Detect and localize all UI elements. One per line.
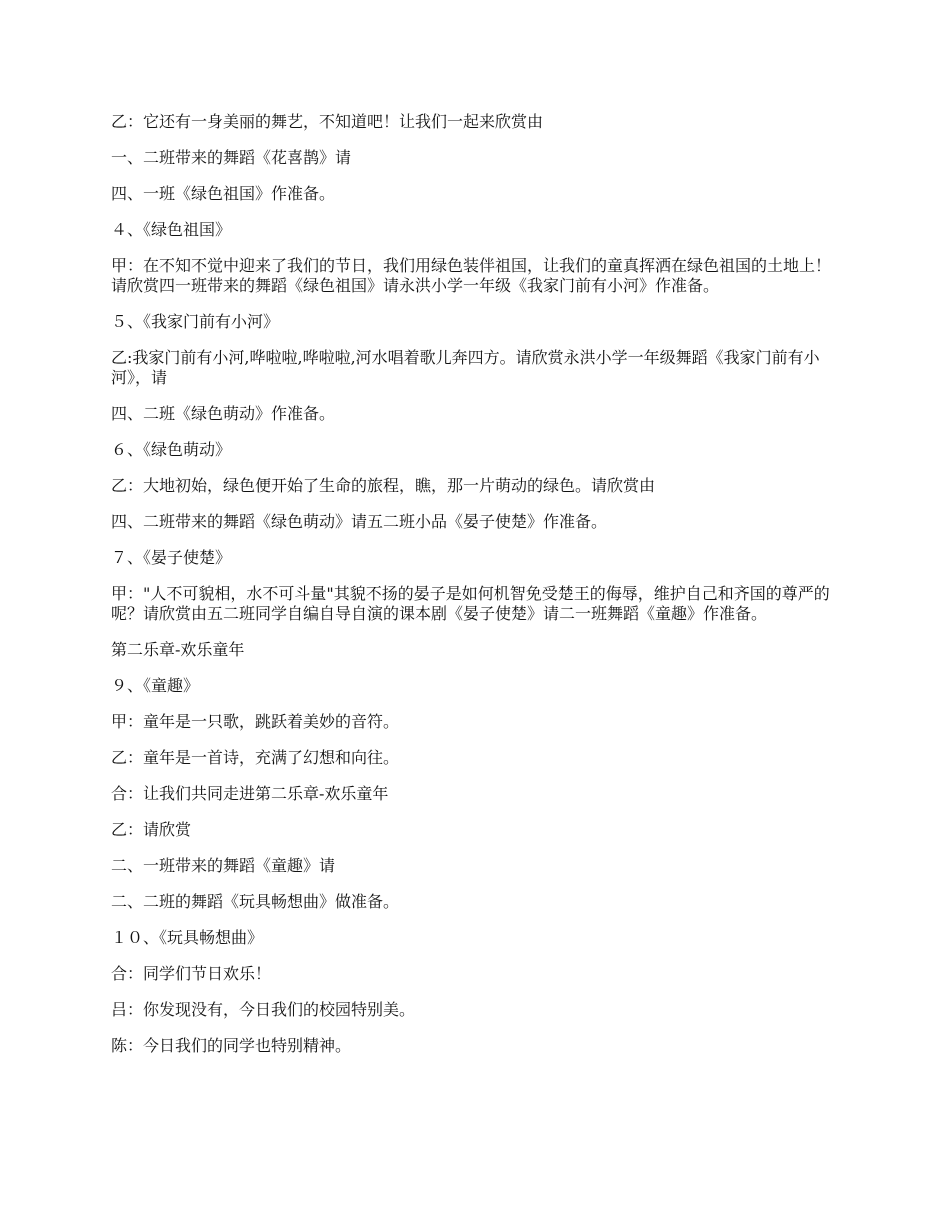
paragraph: 吕：你发现没有，今日我们的校园特别美。: [111, 1000, 416, 1019]
paragraph: 乙:我家门前有小河,哗啦啦,哗啦啦,河水唱着歌儿奔四方。请欣赏永洪小学一年级舞蹈《我家门前有小河》，请: [111, 348, 820, 387]
paragraph: ７、《晏子使楚》: [111, 548, 232, 567]
document-body: [111, 112, 841, 1072]
paragraph: 一、二班带来的舞蹈《花喜鹊》请: [111, 148, 352, 167]
paragraph: 陈：今日我们的同学也特别精神。: [111, 1036, 352, 1055]
paragraph: 乙：请欣赏: [111, 820, 192, 839]
paragraph: 二、一班带来的舞蹈《童趣》请: [111, 856, 336, 875]
paragraph: ４、《绿色祖国》: [111, 220, 232, 239]
paragraph: 四、二班《绿色萌动》作准备。: [111, 404, 336, 423]
paragraph: 乙：童年是一首诗，充满了幻想和向往。: [111, 748, 400, 767]
paragraph: ５、《我家门前有小河》: [111, 312, 280, 331]
paragraph: 乙：它还有一身美丽的舞艺，不知道吧！让我们一起来欣赏由: [111, 112, 544, 131]
paragraph: 乙：大地初始，绿色便开始了生命的旅程，瞧，那一片萌动的绿色。请欣赏由: [111, 476, 656, 495]
section-heading: 第二乐章-欢乐童年: [111, 640, 245, 659]
paragraph: 合：让我们共同走进第二乐章-欢乐童年: [111, 784, 389, 803]
paragraph: ６、《绿色萌动》: [111, 440, 232, 459]
paragraph: 甲：童年是一只歌，跳跃着美妙的音符。: [111, 712, 400, 731]
paragraph: 甲："人不可貌相，水不可斗量"其貌不扬的晏子是如何机智免受楚王的侮辱，维护自己和齐国的尊严的呢？请欣赏由五二班同学自编自导自演的课本剧《晏子使楚》请二一班舞蹈《童趣》作准备。: [111, 584, 830, 623]
paragraph: １０、《玩具畅想曲》: [111, 928, 264, 947]
paragraph: ９、《童趣》: [111, 676, 200, 695]
paragraph: 合：同学们节日欢乐！: [111, 964, 272, 983]
paragraph: 二、二班的舞蹈《玩具畅想曲》做准备。: [111, 892, 400, 911]
paragraph: 四、一班《绿色祖国》作准备。: [111, 184, 336, 203]
paragraph: 甲：在不知不觉中迎来了我们的节日，我们用绿色装伴祖国，让我们的童真挥洒在绿色祖国的土地上！请欣赏四一班带来的舞蹈《绿色祖国》请永洪小学一年级《我家门前有小河》作准备。: [111, 256, 832, 295]
paragraph: 四、二班带来的舞蹈《绿色萌动》请五二班小品《晏子使楚》作准备。: [111, 512, 608, 531]
